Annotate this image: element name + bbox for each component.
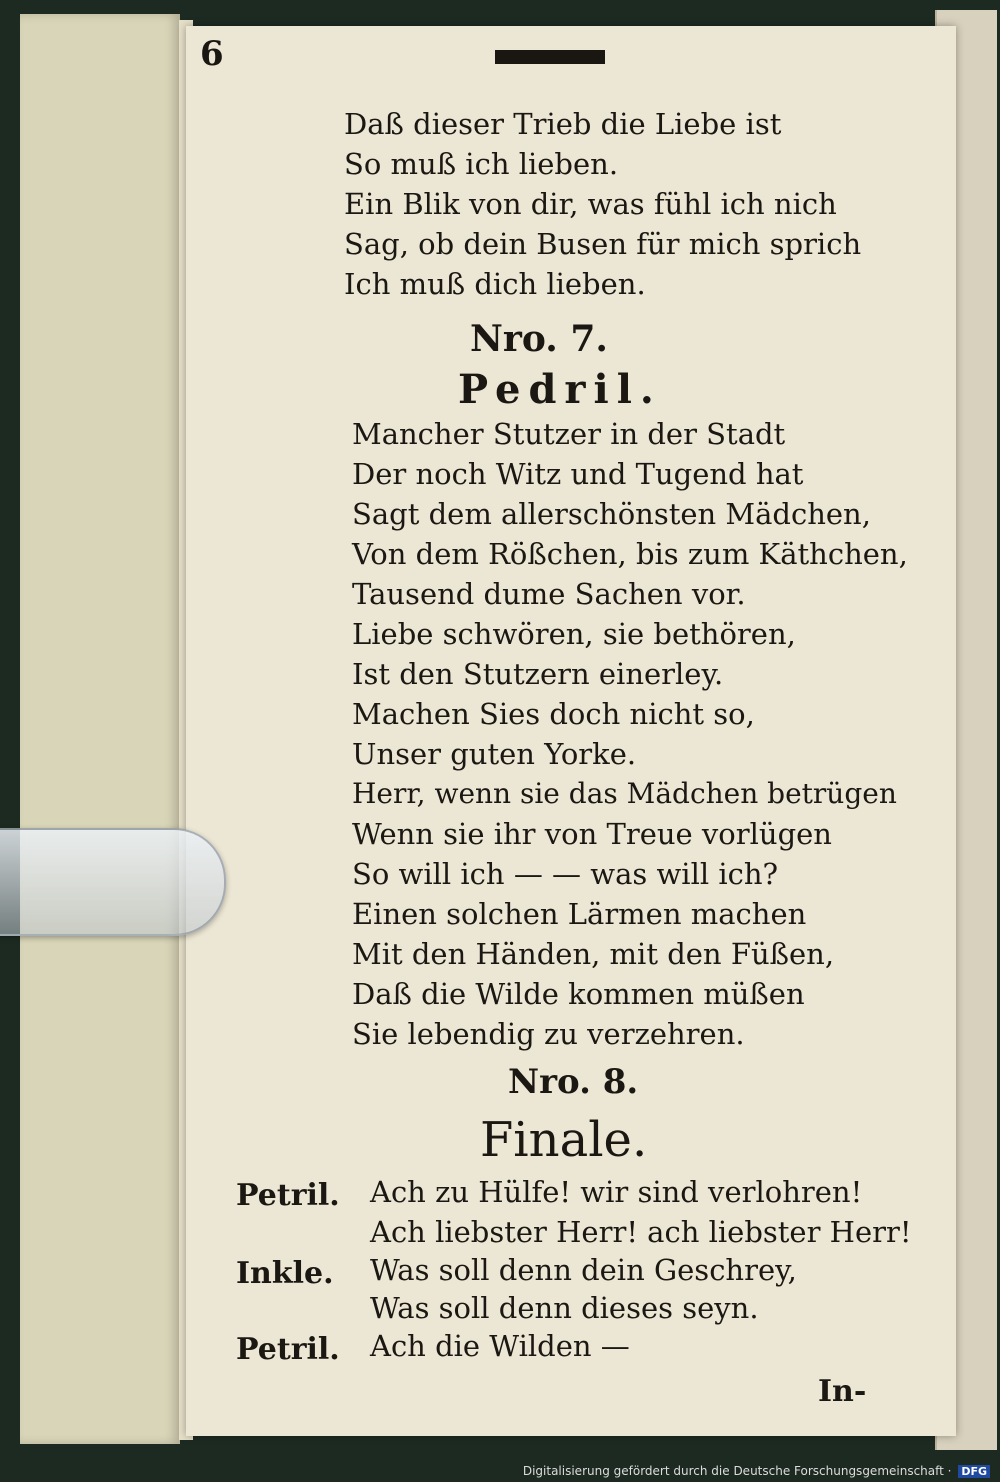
text-line: So muß ich lieben. [344,147,619,181]
dialogue-line: Ach zu Hülfe! wir sind verlohren! [370,1175,863,1209]
dialogue-line: Ach die Wilden — [370,1329,630,1363]
dialogue-line: Was soll denn dieses seyn. [370,1291,759,1325]
text-line: Einen solchen Lärmen machen [352,897,807,931]
text-line: Der noch Witz und Tugend hat [352,457,804,491]
text-line: Daß die Wilde kommen müßen [352,977,805,1011]
text-line: Daß dieser Trieb die Liebe ist [344,107,782,141]
dfg-logo: DFG [958,1465,990,1478]
section-heading-8: Nro. 8. [508,1062,639,1102]
page-number: 6 [200,34,224,74]
dialogue-speaker: Petril. [236,1332,340,1367]
footer-text: Digitalisierung gefördert durch die Deutsche Forschungsgemeinschaft · [522,1464,952,1478]
text-line: Mancher Stutzer in der Stadt [352,417,786,451]
section-heading-7: Nro. 7. [470,318,608,360]
speaker-heading: Pedril. [458,366,662,413]
text-line: Wenn sie ihr von Treue vorlügen [352,817,832,851]
dialogue-speaker: Inkle. [236,1256,334,1291]
text-line: Sie lebendig zu verzehren. [352,1017,745,1051]
text-line: Ist den Stutzern einerley. [352,657,724,691]
text-line: Ich muß dich lieben. [344,267,646,301]
text-line: Machen Sies doch nicht so, [352,697,755,731]
text-line: Ein Blik von dir, was fühl ich nich [344,187,837,221]
text-line: Herr, wenn sie das Mädchen betrügen [352,777,897,810]
dialogue-speaker: Petril. [236,1178,340,1213]
dialogue-line: Ach liebster Herr! ach liebster Herr! [370,1215,912,1249]
text-line: Liebe schwören, sie bethören, [352,617,796,651]
text-line: So will ich — — was will ich? [352,857,779,891]
text-line: Tausend dume Sachen vor. [352,577,746,611]
finale-title: Finale. [480,1112,648,1168]
text-line: Sagt dem allerschönsten Mädchen, [352,497,871,531]
digitization-footer [523,1464,990,1478]
dialogue-line: Was soll denn dein Geschrey, [370,1253,797,1287]
plastic-page-clip [0,828,226,936]
text-line: Mit den Händen, mit den Füßen, [352,937,835,971]
text-line: Unser guten Yorke. [352,737,637,771]
header-rule [495,50,605,64]
text-line: Sag, ob dein Busen für mich sprich [344,227,862,261]
book-cover-left [20,14,180,1444]
text-line: Von dem Rößchen, bis zum Käthchen, [352,537,908,571]
catchword: In- [818,1374,867,1409]
